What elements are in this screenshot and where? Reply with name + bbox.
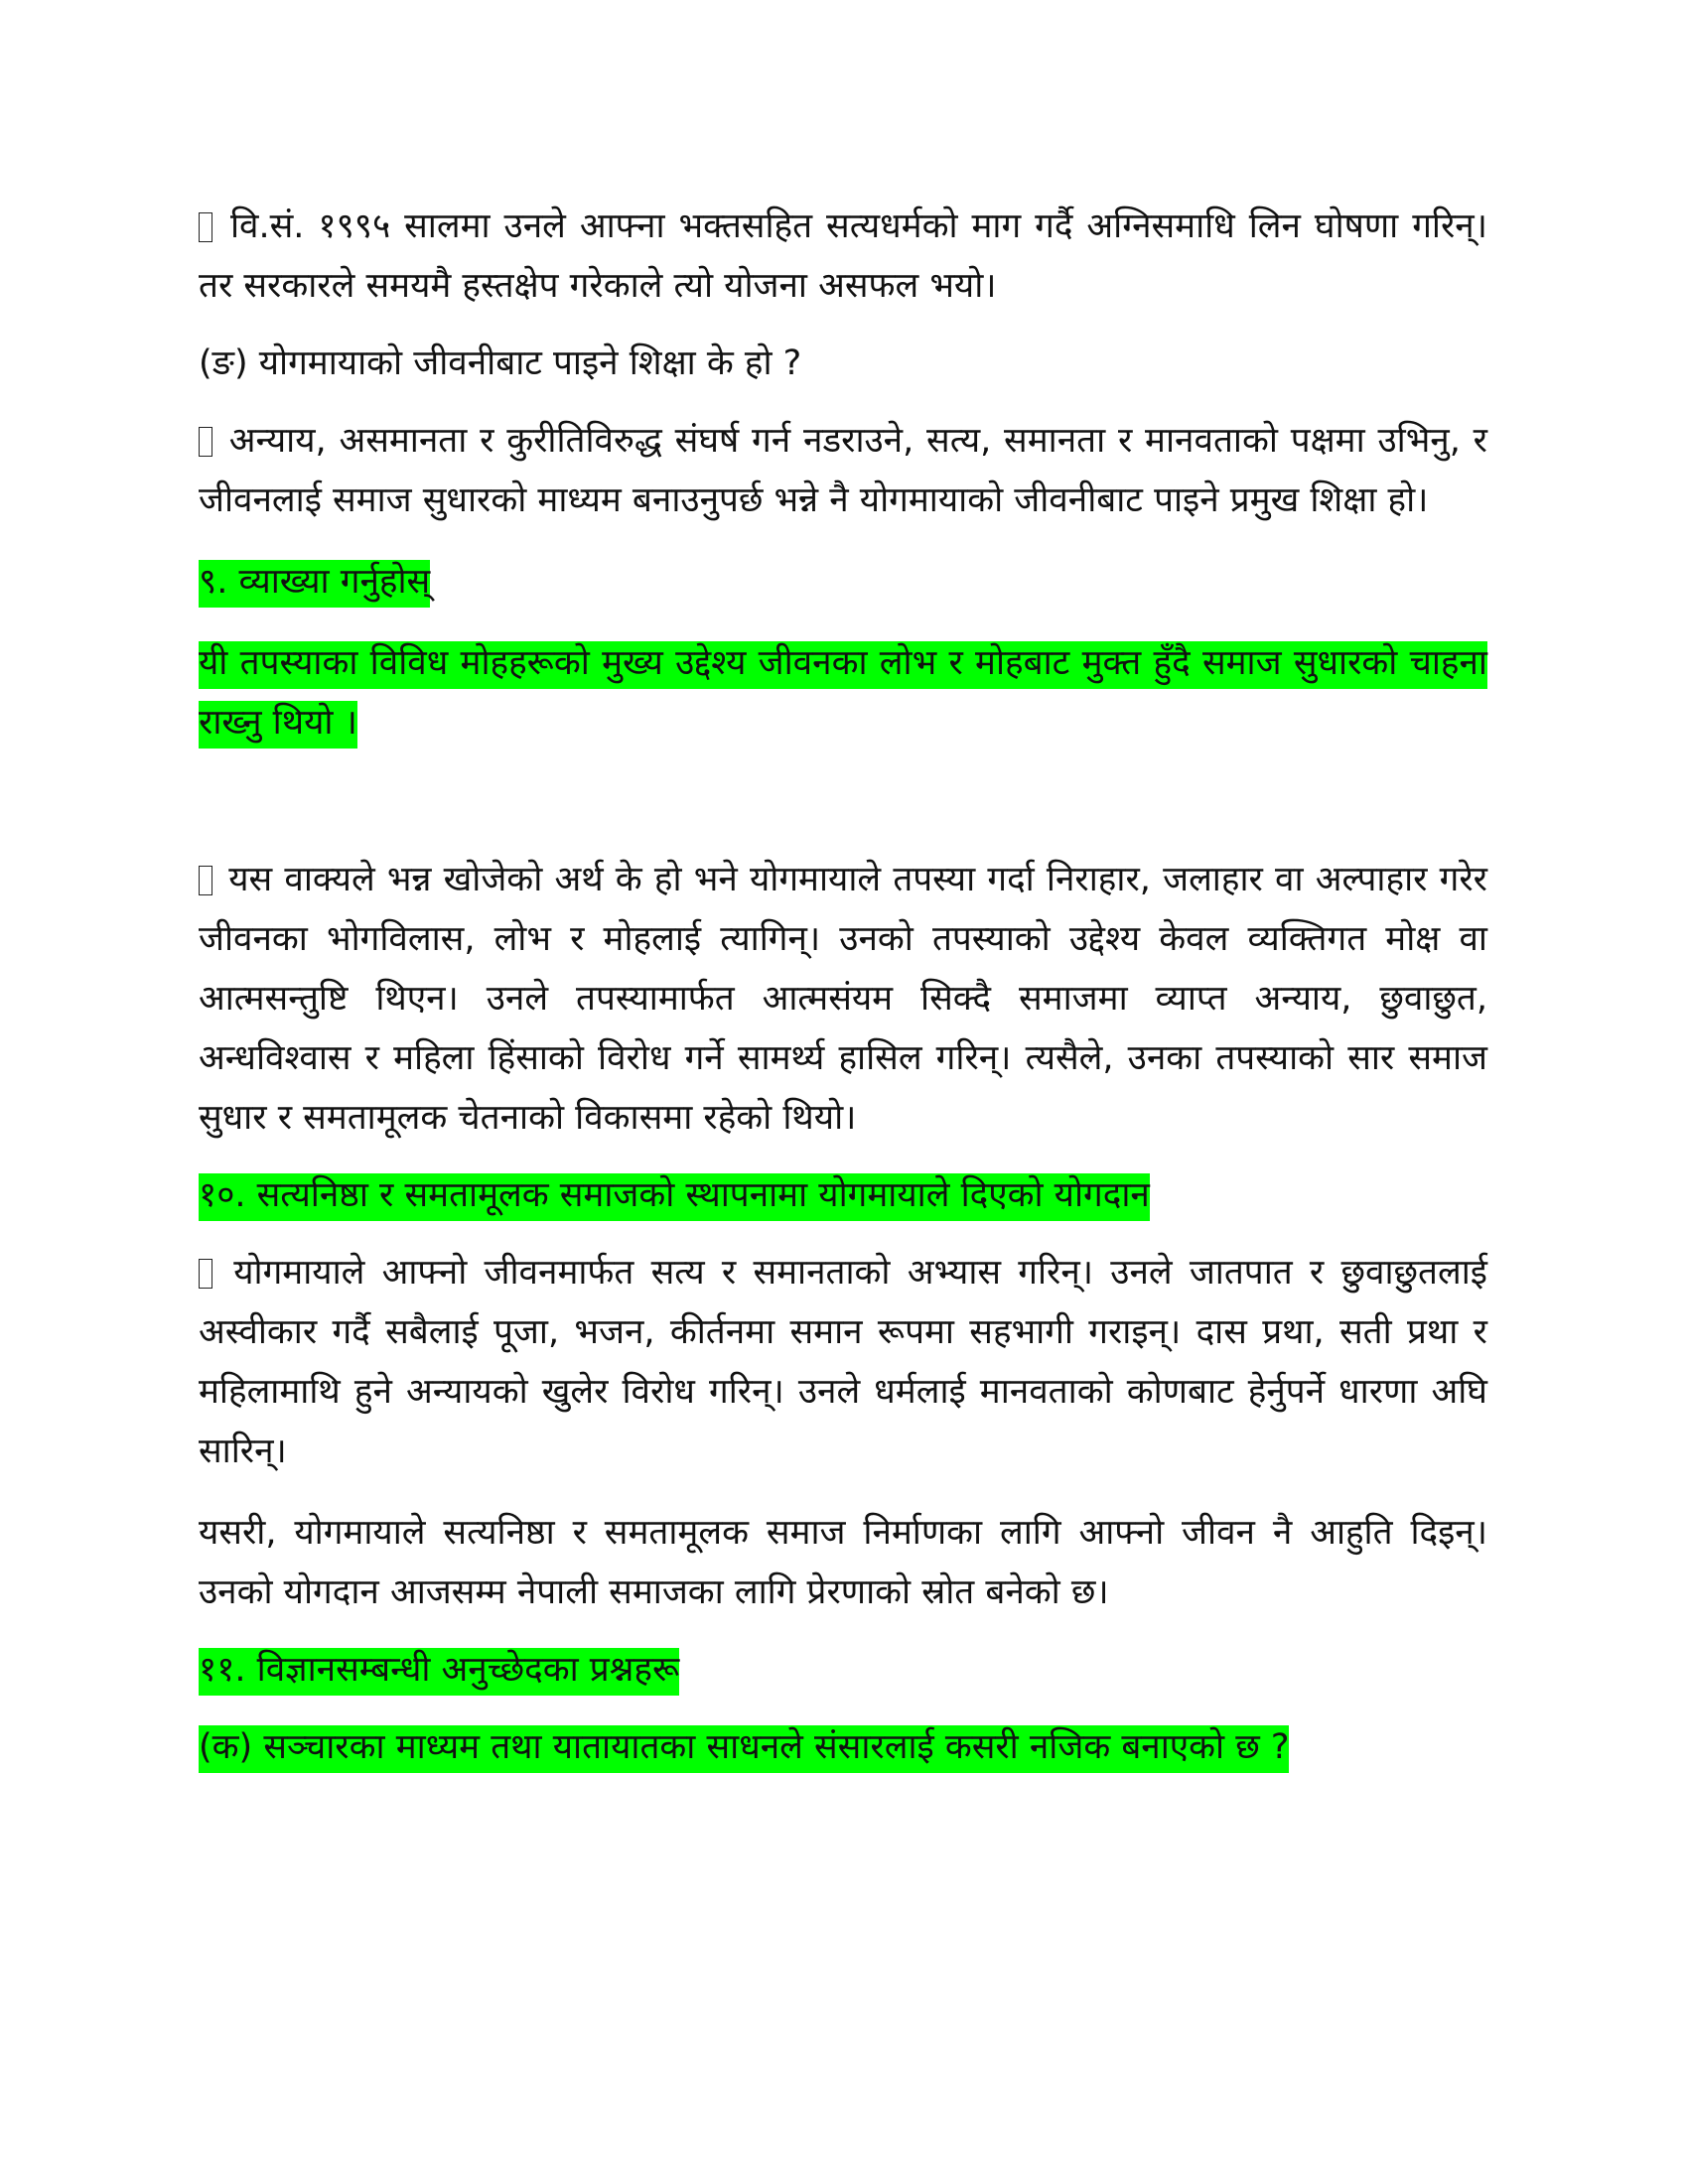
- answer-text: यस वाक्यले भन्न खोजेको अर्थ के हो भने योगमायाले तपस्या गर्दा निराहार, जलाहार वा अल्पाहार गरेर जीवनका भोगविलास, लोभ र मोहलाई त्यागिन्। उनको तपस्याको उद्देश्य केवल व्यक्तिगत मोक्ष वा आत्मसन्तुष्टि थिएन। उनले तपस्यामार्फत आत्मसंयम सिक्दै समाजमा व्याप्त अन्याय, छुवाछुत, अन्धविश्वास र महिला हिंसाको विरोध गर्ने सामर्थ्य हासिल गरिन्। त्यसैले, उनका तपस्याको सार समाज सुधार र समतामूलक चेतनाको विकासमा रहेको थियो।: [199, 860, 1487, 1138]
- document-page: [199, 197, 1487, 1777]
- section-heading: [199, 552, 1487, 612]
- highlighted-heading-text: ९. व्याख्या गर्नुहोस्: [199, 560, 430, 608]
- question-heading: [199, 1717, 1487, 1777]
- bullet-glyph-icon: [199, 212, 212, 242]
- section-heading: [199, 1640, 1487, 1700]
- highlighted-heading-text: १०. सत्यनिष्ठा र समतामूलक समाजको स्थापनामा योगमायाले दिएको योगदान: [199, 1173, 1150, 1221]
- answer-text: अन्याय, असमानता र कुरीतिविरुद्ध संघर्ष गर्न नडराउने, सत्य, समानता र मानवताको पक्षमा उभिनु, र जीवनलाई समाज सुधारको माध्यम बनाउनुपर्छ भन्ने नै योगमायाको जीवनीबाट पाइने प्रमुख शिक्षा हो।: [199, 421, 1487, 520]
- bullet-glyph-icon: [199, 427, 212, 457]
- answer-paragraph: [199, 197, 1487, 316]
- answer-paragraph: [199, 850, 1487, 1148]
- highlighted-quote-text: यी तपस्याका विविध मोहहरूको मुख्य उद्देश्य जीवनका लोभ र मोहबाट मुक्त हुँदै समाज सुधारको चाहना राख्नु थियो ।: [199, 641, 1487, 749]
- bullet-glyph-icon: [199, 866, 212, 895]
- highlighted-question-text: (क) सञ्चारका माध्यम तथा यातायातका साधनले संसारलाई कसरी नजिक बनाएको छ ?: [199, 1725, 1289, 1773]
- section-heading: [199, 1165, 1487, 1225]
- conclusion-paragraph: यसरी, योगमायाले सत्यनिष्ठा र समतामूलक समाज निर्माणका लागि आफ्नो जीवन नै आहुति दिइन्। उनको योगदान आजसम्म नेपाली समाजका लागि प्रेरणाको स्रोत बनेको छ।: [199, 1513, 1487, 1612]
- answer-text: वि.सं. १९९५ सालमा उनले आफ्ना भक्तसहित सत्यधर्मको माग गर्दै अग्निसमाधि लिन घोषणा गरिन्। तर सरकारले समयमै हस्तक्षेप गरेकाले त्यो योजना असफल भयो।: [199, 206, 1487, 306]
- answer-text: योगमायाले आफ्नो जीवनमार्फत सत्य र समानताको अभ्यास गरिन्। उनले जातपात र छुवाछुतलाई अस्वीकार गर्दै सबैलाई पूजा, भजन, कीर्तनमा समान रूपमा सहभागी गराइन्। दास प्रथा, सती प्रथा र महिलामाथि हुने अन्यायको खुलेर विरोध गरिन्। उनले धर्मलाई मानवताको कोणबाट हेर्नुपर्ने धारणा अघि सारिन्।: [199, 1253, 1487, 1471]
- highlighted-heading-text: ११. विज्ञानसम्बन्धी अनुच्छेदका प्रश्नहरू: [199, 1648, 679, 1696]
- question-heading: (ङ) योगमायाको जीवनीबाट पाइने शिक्षा के हो ?: [199, 343, 802, 383]
- quote-paragraph: [199, 633, 1487, 752]
- answer-paragraph: [199, 1243, 1487, 1481]
- answer-paragraph: [199, 411, 1487, 530]
- bullet-glyph-icon: [199, 1259, 212, 1289]
